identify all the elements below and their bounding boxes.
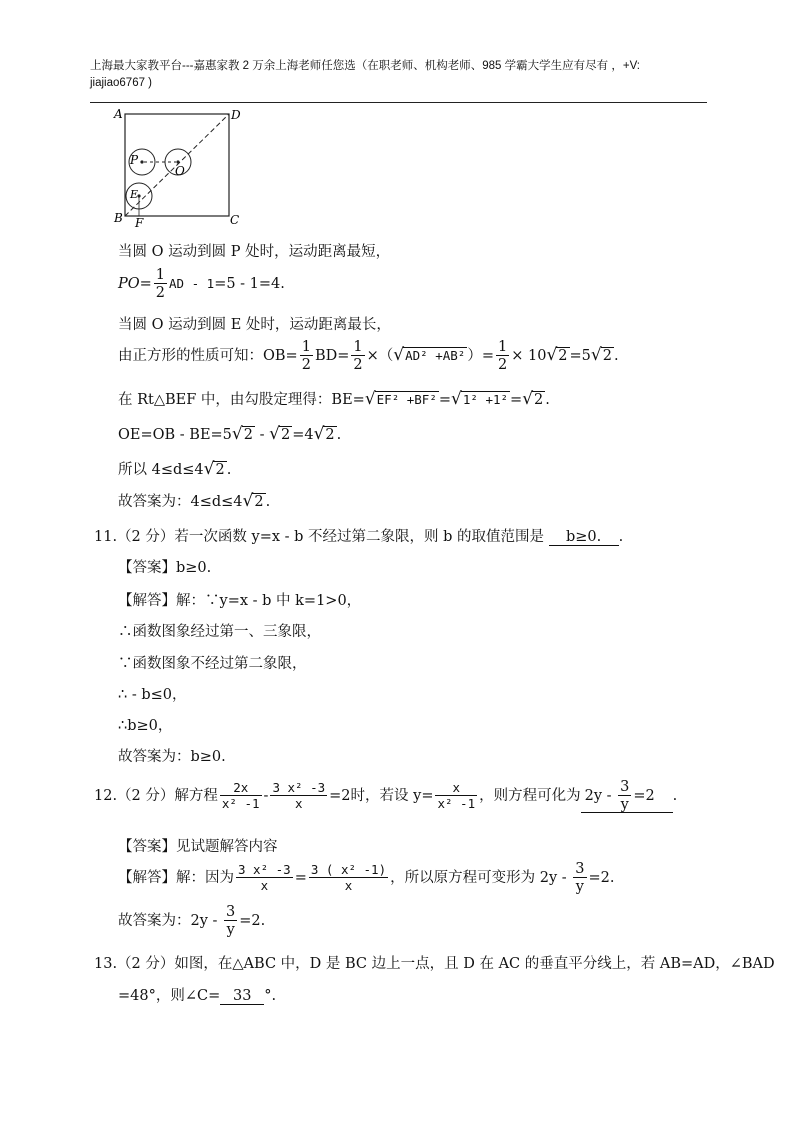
q12-solution: 【解答】解：因为 $\frac{\text{3 x² -3}}{x}$ = $\frac{\text{3 ( x² -1)}}{x}$ ，所以原方程可变形为 2y - $\frac{3}{y}$ =2. xyxy=(118,861,615,895)
page-header xyxy=(90,58,710,92)
square-circles-figure xyxy=(108,106,248,228)
q11-answer-blank: b≥0. xyxy=(549,529,619,546)
q12-answer-blank: 2y - $\frac{3}{y}$ =2 xyxy=(581,780,673,813)
text-line-5: 在 Rt△BEF 中，由勾股定理得：BE=√EF² +BF² =√1² +1² =√2 . xyxy=(118,389,550,409)
q13-stem-line-1: 13.（2 分）如图，在△ABC 中，D 是 BC 边上一点，且 D 在 AC 的垂直平分线上，若 AB=AD，∠BAD xyxy=(94,956,775,972)
q11-answer: 【答案】b≥0. xyxy=(118,560,212,576)
q11-solution-2: ∴函数图象经过第一、三象限， xyxy=(118,624,321,640)
sqrt-ef-bf: EF² +BF² xyxy=(376,392,437,407)
q12-final: 故答案为：2y - $\frac{3}{y}$ =2. xyxy=(118,904,266,938)
header-line-2: jiajiao6767 ) xyxy=(90,77,153,89)
circle-p-center xyxy=(140,160,143,163)
label-c: C xyxy=(230,213,240,227)
q13-answer-blank: 33 xyxy=(220,988,264,1005)
q11-solution-5: ∴b≥0， xyxy=(118,718,173,734)
q12-stem: 12.（2 分）解方程 $\frac{2x}{\text{x² -1}}$ - $\frac{\text{3 x² -3}}{x}$ =2时，若设 y= $\frac{x}{\text{x² -1}}$ ，则方程可化为 2y - $\frac{3}{y}$ =2 . xyxy=(94,779,678,813)
q11-solution-1: 【解答】解：∵y=x - b 中 k=1>0， xyxy=(118,593,362,609)
q11-stem: 11.（2 分）若一次函数 y=x - b 不经过第二象限，则 b 的取值范围是 b≥0. . xyxy=(94,529,624,545)
label-f: F xyxy=(135,216,144,228)
text-line-3: 当圆 O 运动到圆 E 处时，运动距离最长， xyxy=(118,317,391,333)
label-b: B xyxy=(114,211,123,225)
label-o: O xyxy=(175,164,185,178)
q11-solution-3: ∵函数图象不经过第二象限， xyxy=(118,656,307,672)
text-line-7: 所以 4≤d≤4√2 . xyxy=(118,459,232,479)
label-a: A xyxy=(114,107,123,121)
q13-stem-line-2: =48°，则∠C= 33 °. xyxy=(118,988,277,1004)
text-line-8: 故答案为：4≤d≤4√2 . xyxy=(118,491,271,511)
sqrt-ad-ab: AD² +AB² xyxy=(405,348,466,363)
q12-answer: 【答案】见试题解答内容 xyxy=(118,839,278,855)
q11-solution-4: ∴ - b≤0， xyxy=(118,687,187,703)
text-line-2: PO= $\frac{1}{2}$ AD - 1=5 - 1=4. xyxy=(118,267,285,301)
label-d: D xyxy=(231,108,241,122)
q11-final: 故答案为：b≥0. xyxy=(118,749,226,765)
text-line-6: OE=OB - BE=5√2 - √2 =4√2 . xyxy=(118,424,342,444)
text-line-4: 由正方形的性质可知：OB= $\frac{1}{2}$ BD= $\frac{1}{2}$ ×（√AD² +AB² ）= $\frac{1}{2}$ × 10√2 =5√2 . xyxy=(118,339,619,373)
label-p: P xyxy=(130,153,139,167)
label-e: E xyxy=(130,188,139,201)
fraction-half: $\frac{1}{2}$ xyxy=(155,267,166,301)
header-line-1: 上海最大家教平台---嘉惠家教 2 万余上海老师任您选（在职老师、机构老师、985 学霸大学生应有尽有 ，+V: xyxy=(90,60,641,72)
header-divider xyxy=(90,102,707,103)
text-line-1: 当圆 O 运动到圆 P 处时，运动距离最短， xyxy=(118,244,391,260)
